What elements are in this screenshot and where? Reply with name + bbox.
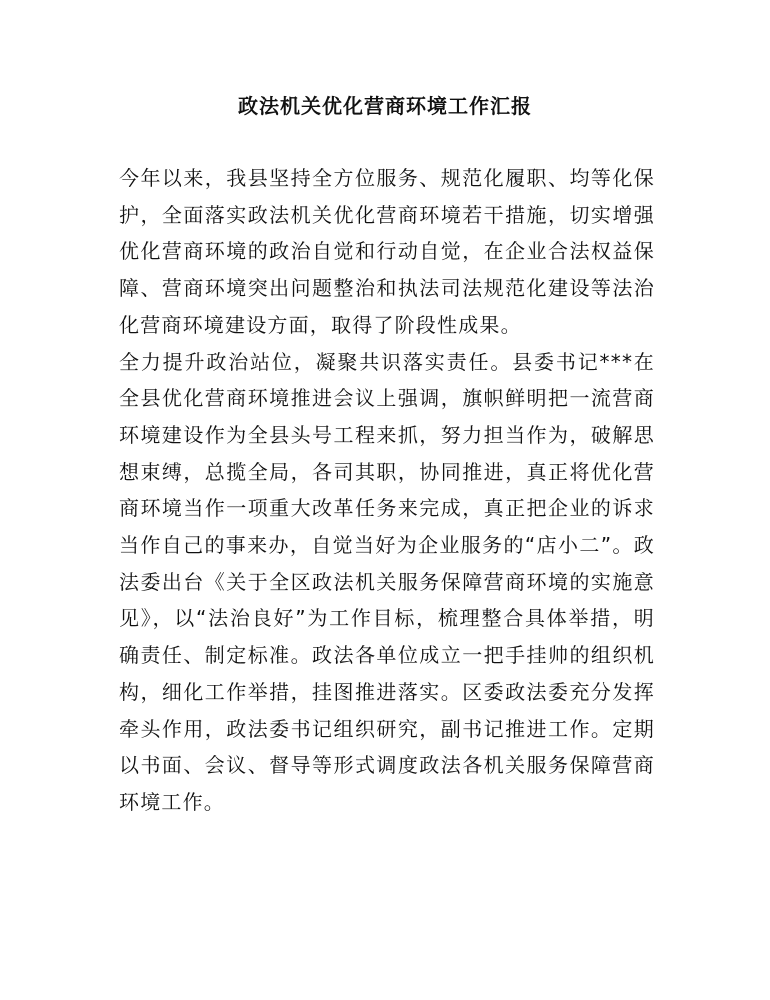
paragraph-intro: 今年以来，我县坚持全方位服务、规范化履职、均等化保护，全面落实政法机关优化营商环境若干措施，切实增强优化营商环境的政治自觉和行动自觉，在企业合法权益保障、营商环境突出问题整治和执法司法规范化建设等法治化营商环境建设方面，取得了阶段性成果。 bbox=[119, 166, 655, 337]
paragraph-political-stance: 全力提升政治站位，凝聚共识落实责任。县委书记***在全县优化营商环境推进会议上强调，旗帜鲜明把一流营商环境建设作为全县头号工程来抓，努力担当作为，破解思想束缚，总揽全局，各司其职，协同推进，真正将优化营商环境当作一项重大改革任务来完成，真正把企业的诉求当作自己的事来办，自觉当好为企业服务的“店小二”。政法委出台《关于全区政法机关服务保障营商环境的实施意见》，以“法治良好”为工作目标，梳理整合具体举措，明确责任、制定标准。政法各单位成立一把手挂帅的组织机构，细化工作举措，挂图推进落实。区委政法委充分发挥牵头作用，政法委书记组织研究，副书记推进工作。定期以书面、会议、督导等形式调度政法各机关服务保障营商环境工作。 bbox=[119, 349, 655, 814]
document-body bbox=[119, 160, 655, 821]
document-title: 政法机关优化营商环境工作汇报 bbox=[238, 94, 532, 118]
